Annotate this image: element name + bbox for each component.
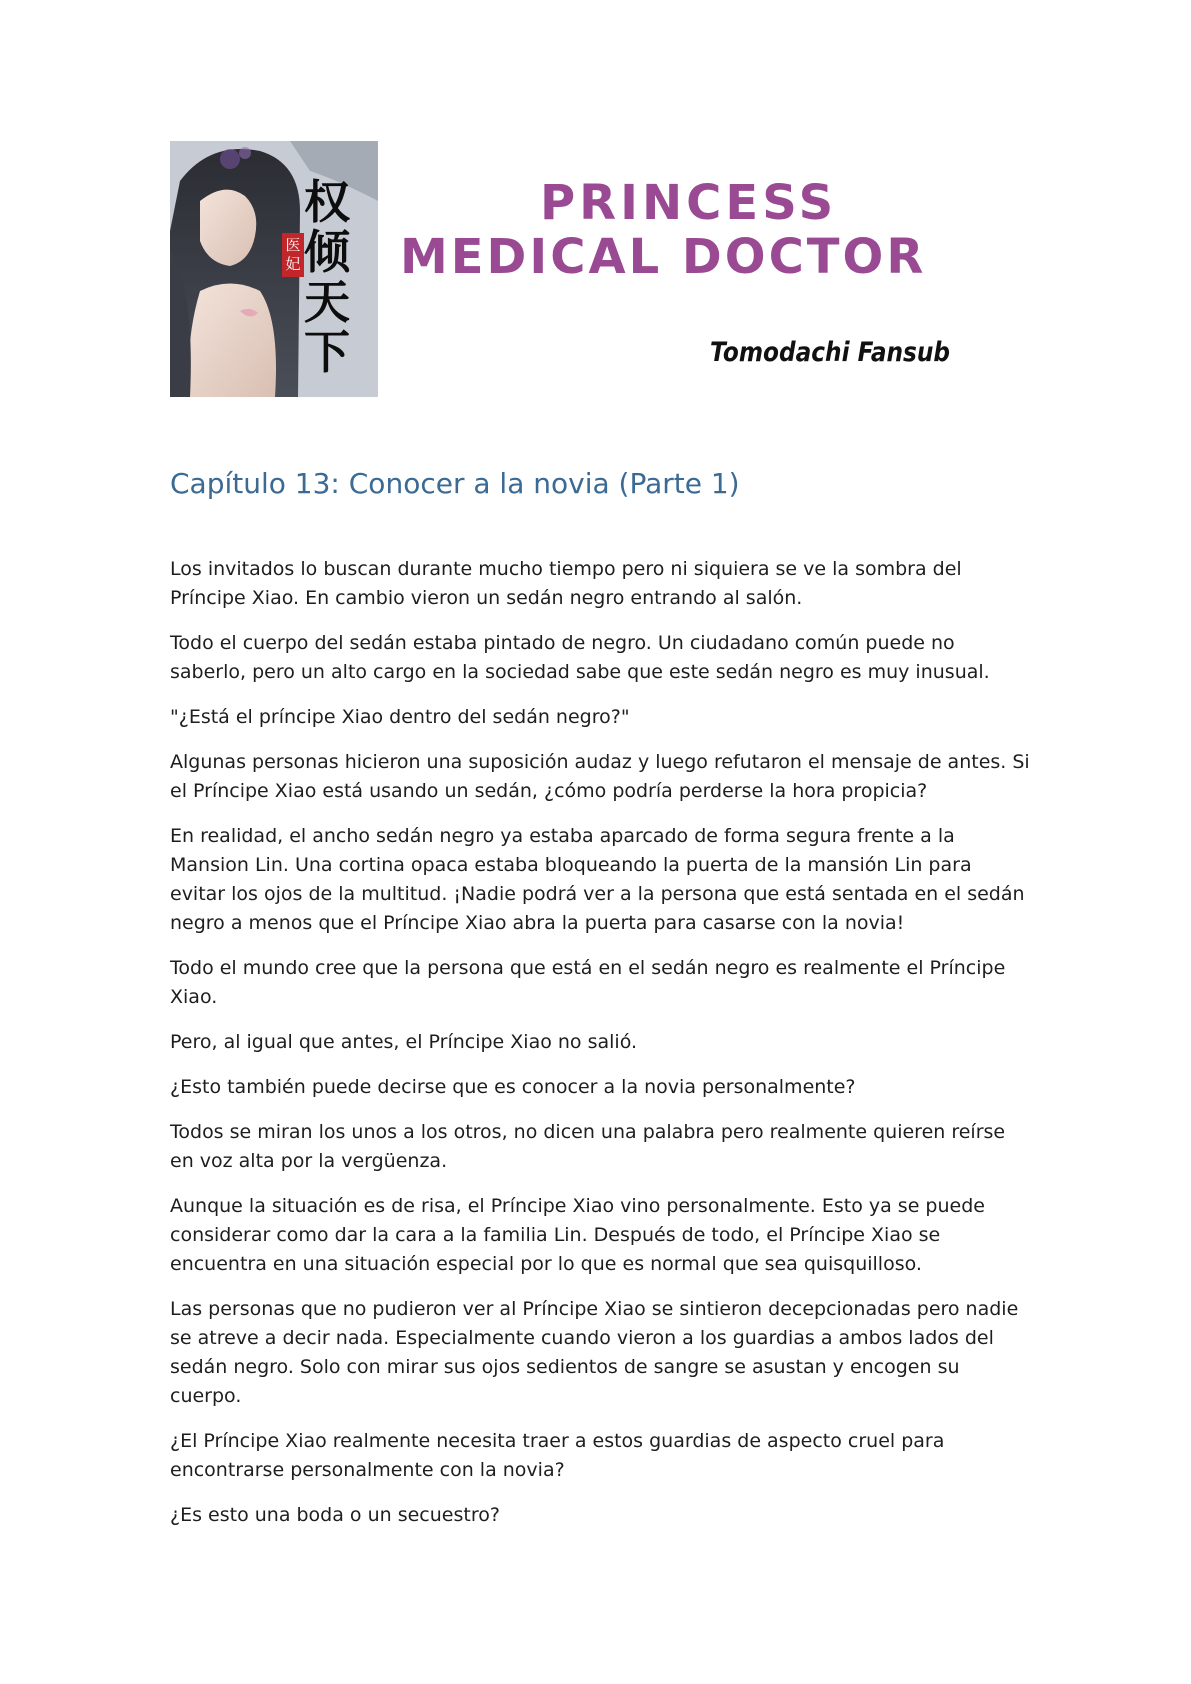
header-banner: [170, 141, 990, 397]
chapter-body: [170, 555, 1030, 1546]
book-title: [400, 177, 980, 283]
paragraph: Las personas que no pudieron ver al Príncipe Xiao se sintieron decepcionadas pero nadie se atreve a decir nada. Especialmente cuando vieron a los guardias a ambos lados del sedán negro. Solo con mirar sus ojos sedientos de sangre se asustan y encogen su cuerpo.: [170, 1298, 1019, 1407]
paragraph: En realidad, el ancho sedán negro ya estaba aparcado de forma segura frente a la Mansion Lin. Una cortina opaca estaba bloqueando la puerta de la mansión Lin para evitar los ojos de la multitud. ¡Nadie podrá ver a la persona que está sentada en el sedán negro a menos que el Príncipe Xiao abra la puerta para casarse con la novia!: [170, 825, 1025, 934]
paragraph: Todo el cuerpo del sedán estaba pintado de negro. Un ciudadano común puede no saberlo, pero un alto cargo en la sociedad sabe que este sedán negro es muy inusual.: [170, 632, 990, 683]
paragraph: Los invitados lo buscan durante mucho tiempo pero ni siquiera se ve la sombra del Príncipe Xiao. En cambio vieron un sedán negro entrando al salón.: [170, 558, 962, 609]
fansub-credit: Tomodachi Fansub: [710, 337, 950, 368]
chapter-title: Capítulo 13: Conocer a la novia (Parte 1): [170, 467, 740, 500]
paragraph: ¿El Príncipe Xiao realmente necesita traer a estos guardias de aspecto cruel para encontrarse personalmente con la novia?: [170, 1430, 945, 1481]
cover-seal: 医妃: [282, 233, 304, 277]
paragraph: ¿Es esto una boda o un secuestro?: [170, 1504, 500, 1526]
book-title-line-2: MEDICAL DOCTOR: [400, 229, 927, 285]
book-title-line-1: PRINCESS: [540, 175, 838, 231]
book-cover-image: [170, 141, 378, 397]
paragraph: Todos se miran los unos a los otros, no dicen una palabra pero realmente quieren reírse en voz alta por la vergüenza.: [170, 1121, 1006, 1172]
paragraph: "¿Está el príncipe Xiao dentro del sedán negro?": [170, 706, 630, 728]
paragraph: Algunas personas hicieron una suposición audaz y luego refutaron el mensaje de antes. Si el Príncipe Xiao está usando un sedán, ¿cómo podría perderse la hora propicia?: [170, 751, 1030, 802]
paragraph: Pero, al igual que antes, el Príncipe Xiao no salió.: [170, 1031, 638, 1053]
paragraph: Aunque la situación es de risa, el Príncipe Xiao vino personalmente. Esto ya se puede considerar como dar la cara a la familia Lin. Después de todo, el Príncipe Xiao se encuentra en una situación especial por lo que es normal que sea quisquilloso.: [170, 1195, 985, 1275]
cover-calligraphy: 权倾天下: [304, 175, 350, 379]
paragraph: Todo el mundo cree que la persona que está en el sedán negro es realmente el Príncipe Xiao.: [170, 957, 1006, 1008]
paragraph: ¿Esto también puede decirse que es conocer a la novia personalmente?: [170, 1076, 856, 1098]
